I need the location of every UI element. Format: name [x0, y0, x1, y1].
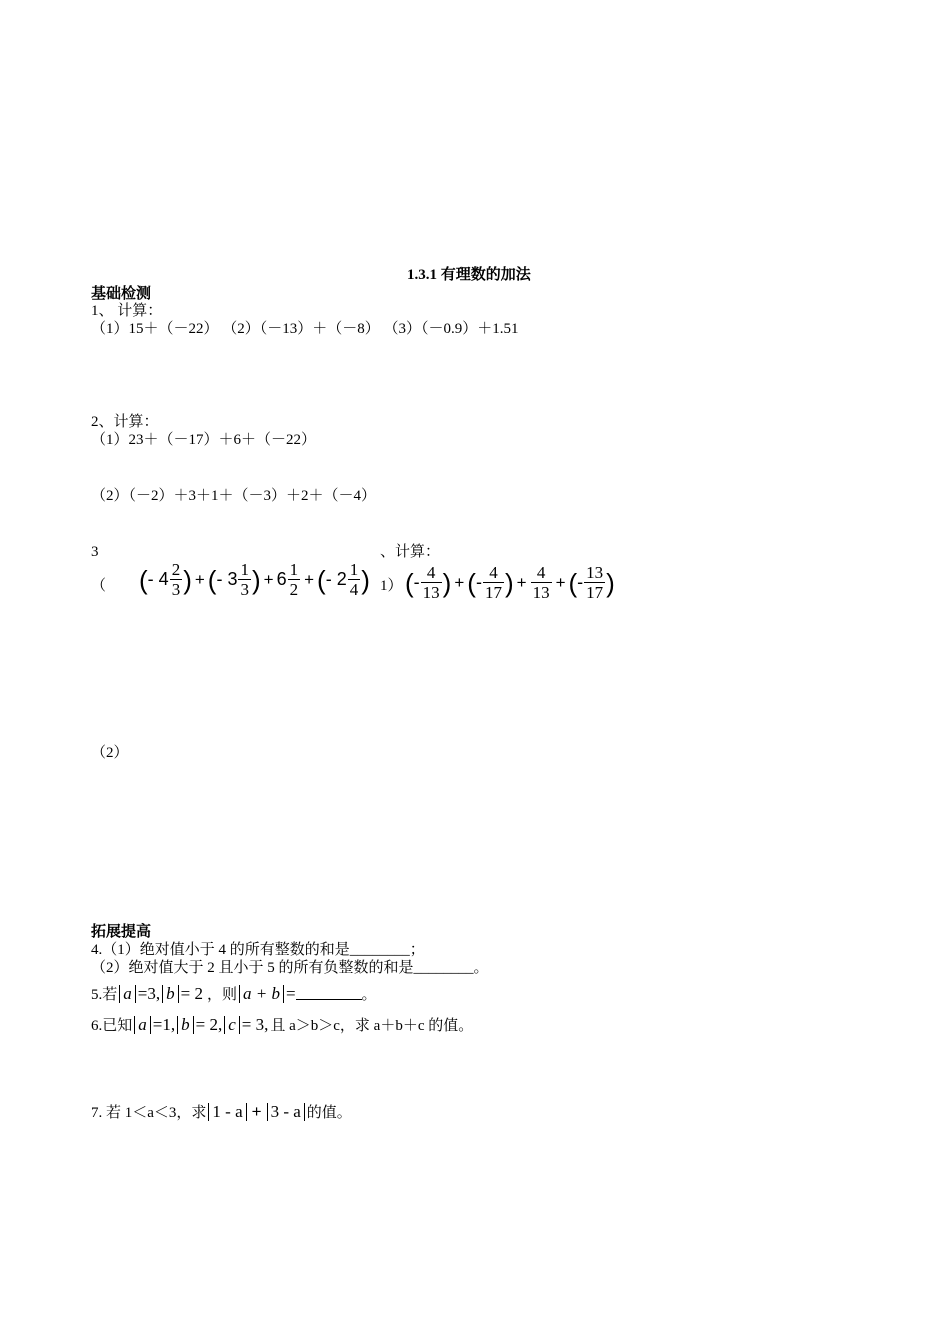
section-heading-basic: 基础检测: [91, 286, 152, 302]
question-3-sub-1: 1）: [380, 578, 403, 594]
term-1-fraction: $\frac{2}{3}$: [171, 560, 181, 599]
question-7: 7. 若 1＜a＜3，求 1 - a + 3 - a 的值。: [91, 1101, 352, 1121]
term-1-whole: - 4: [147, 569, 169, 589]
term-3-fraction: $\frac{1}{2}$: [289, 560, 299, 599]
term-4-fraction: $\frac{1}{4}$: [349, 560, 359, 599]
question-4-line-1: 4.（1）绝对值小于 4 的所有整数的和是________；: [91, 942, 425, 958]
fraction-1: $\frac{4}{13}$: [422, 563, 440, 602]
question-2-item-2: （2）（－2）＋3＋1＋（－3）＋2＋（－4）: [91, 488, 377, 504]
term-2-whole: - 3: [216, 569, 238, 589]
expression-a: ( - 4 $\frac{2}{3}$ ) + ( - 3 $\frac{1}{3}$ ) + 6 $\frac{1}{2}$ + ( - 2 $\frac{1}{4}$ ): [139, 560, 370, 599]
page-title: 1.3.1 有理数的加法: [407, 267, 531, 283]
term-2-fraction: $\frac{1}{3}$: [240, 560, 249, 599]
question-3-sub-2: （2）: [91, 745, 129, 761]
question-1-items: （1）15＋（－22） （2）（－13）＋（－8） （3）（－0.9）＋1.51: [91, 321, 519, 337]
fraction-3: $\frac{4}{13}$: [532, 563, 550, 602]
question-6: 6.已知 a =1, b = 2, c = 3, 且 a＞b＞c，求 a＋b＋c 的值。: [91, 1014, 474, 1034]
expression-b: ( - $\frac{4}{13}$ ) + ( - $\frac{4}{17}$ ) + $\frac{4}{13}$ + ( - $\frac{13}{17}$ ): [405, 563, 615, 602]
answer-blank: [296, 987, 362, 1000]
question-3-label: 、计算：: [380, 544, 441, 560]
question-5: 5.若 a =3, b = 2 ，则 a + b = 。: [91, 983, 377, 1003]
question-3-paren: （: [91, 578, 107, 594]
term-3-whole: 6: [276, 569, 287, 589]
fraction-2: $\frac{4}{17}$: [484, 563, 502, 602]
question-4-line-2: （2）绝对值大于 2 且小于 5 的所有负整数的和是________。: [91, 960, 489, 976]
question-3-number: 3: [91, 544, 99, 560]
fraction-4: $\frac{13}{17}$: [586, 563, 604, 602]
question-2-item-1: （1）23＋（－17）＋6＋（－22）: [91, 432, 317, 448]
question-2-label: 2、计算：: [91, 414, 159, 430]
term-4-whole: - 2: [325, 569, 347, 589]
question-1-label: 1、 计算：: [91, 303, 163, 319]
section-heading-extend: 拓展提高: [91, 924, 152, 940]
